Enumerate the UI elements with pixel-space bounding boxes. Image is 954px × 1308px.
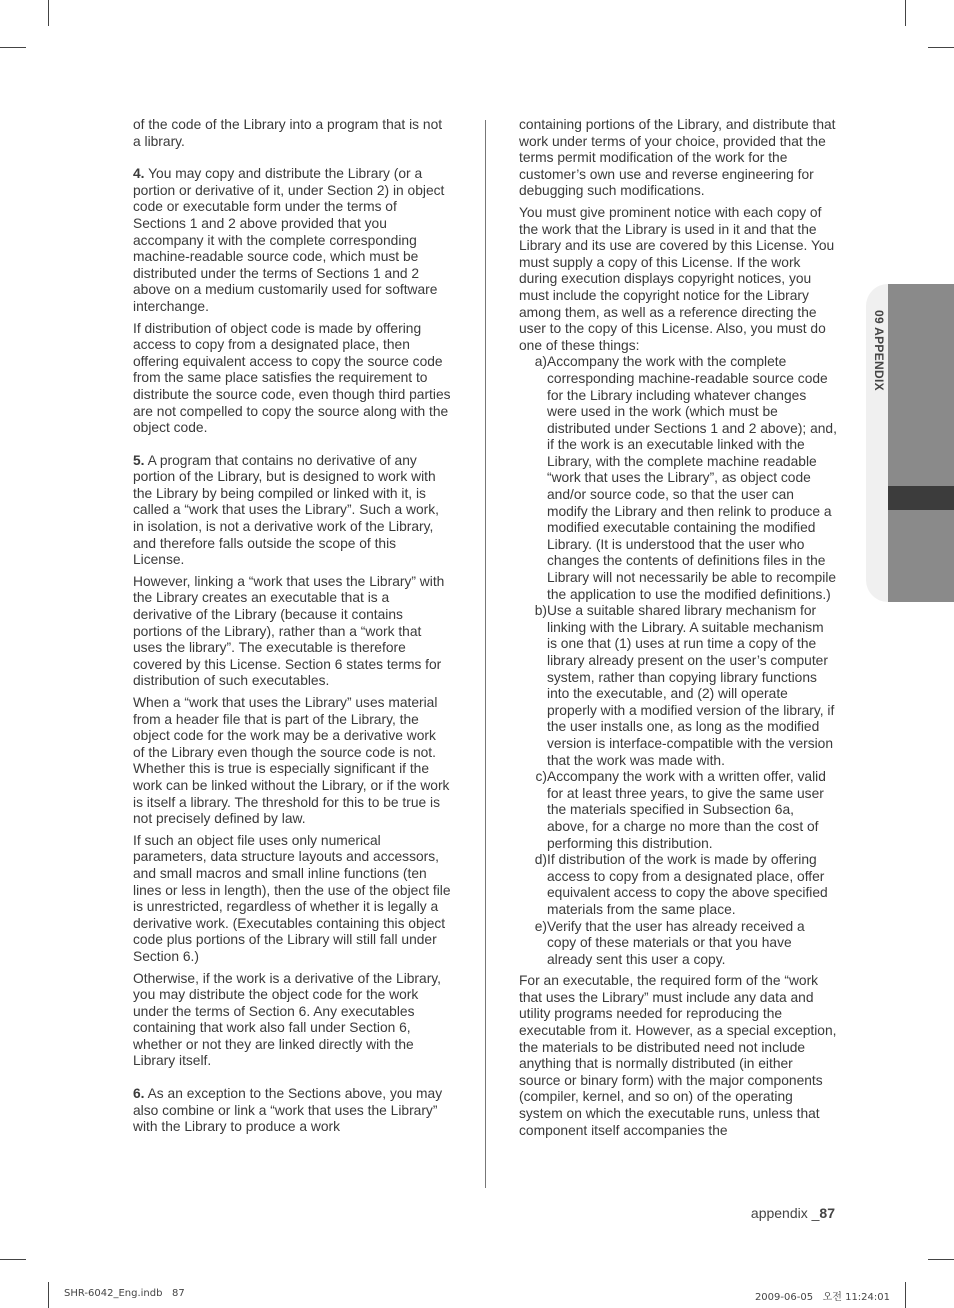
section-text: You may copy and distribute the Library (or a portion or derivative of it, under Section 2) in object code or executable form under the terms of Sections 1 and 2 above provided that you accompany it with the complete corresponding machine-readable source code, which must be distributed under the terms of Sections 1 and 2 above on a medium customarily used for software interchange. (133, 166, 445, 314)
paragraph: of the code of the Library into a program that is not a library. (133, 117, 443, 149)
crop-mark (928, 1259, 954, 1260)
list-item-text: Use a suitable shared library mechanism for linking with the Library. A suitable mechanism is one that (1) uses at run time a copy of the library already present on the user’s computer system, rather than copying library functions into the executable, and (2) will operate properly with a modified version of the library, if the user installs one, as long as the modified version is interface-compatible with the version that the work was made with. (547, 603, 835, 768)
crop-mark (0, 1259, 26, 1260)
section-number: 6. (133, 1086, 145, 1102)
paragraph: You must give prominent notice with each copy of the work that the Library is used in it and that the Library and its use are covered by this License. You must supply a copy of this License. If the work during execution displays copyright notices, you must include the copyright notice for the Library among them, as well as a reference directing the user to the copy of this License. Also, you must do one of these things: (519, 204, 835, 353)
list-item (519, 354, 837, 603)
list-item-text: If distribution of the work is made by offering access to copy from a designated place, offer equivalent access to copy the above specified materials from the same place. (547, 852, 828, 917)
crop-mark (0, 47, 26, 48)
section-number: 4. (133, 166, 145, 182)
list-item (519, 852, 837, 918)
paragraph: containing portions of the Library, and distribute that work under terms of your choice, provided that the terms permit modification of the work for the customer’s own use and reverse engineering for debugging such modifications. (519, 117, 836, 199)
list-item (519, 769, 837, 852)
side-tab-marker (888, 486, 954, 510)
list-item-label: d) (534, 852, 547, 868)
paragraph: If distribution of object code is made by offering access to copy from a designated place, then offering equivalent access to copy the source code from the same place satisfies the requirement to distribute the source code, even though third parties are not compelled to copy the source along with the object code. (133, 320, 451, 436)
section-5 (133, 453, 451, 569)
left-column (133, 117, 451, 1141)
section-4 (133, 166, 451, 315)
list-item (519, 603, 837, 769)
footer-section: appendix _ (750, 1205, 820, 1221)
paragraph: However, linking a “work that uses the Library” with the Library creates an executable that is a derivative of the Library (because it contains portions of the Library), rather than a “work that uses the library”. The executable is therefore covered by this License. Section 6 states terms for distribution of such executables. (133, 573, 445, 689)
print-info-left: SHR-6042_Eng.indb 87 (64, 1288, 185, 1299)
list-item-text: Accompany the work with the complete corresponding machine-readable source code for the Library including whatever changes were used in the work (which must be distributed under Sections 1 and 2 above); and, if the work is an executable linked with the Library, with the complete machine readable “work that uses the Library”, as object code and/or source code, so that the user can modify the Library and then relink to produce a modified executable containing the modified Library. (It is understood that the user who changes the contents of definitions files in the Library will not necessarily be able to recompile the application to use the modified definitions.) (547, 354, 837, 602)
side-tab-label: 09 APPENDIX (872, 310, 886, 391)
crop-mark (905, 0, 906, 26)
right-column (519, 117, 837, 1144)
side-tab-bar (888, 284, 954, 602)
crop-mark (48, 0, 49, 26)
list-item-label: a) (534, 354, 547, 370)
paragraph: If such an object file uses only numerical parameters, data structure layouts and accessors, and small macros and small inline functions (ten lines or less in length), then the use of the object file is unrestricted, regardless of whether it is legally a derivative work. (Executables containing this object code plus portions of the Library will still fall under Section 6.) (133, 832, 451, 964)
list-item-label: c) (535, 769, 547, 785)
section-6 (133, 1086, 451, 1136)
section-text: As an exception to the Sections above, you may also combine or link a “work that uses the Library” with the Library to produce a work (133, 1086, 443, 1135)
paragraph: For an executable, the required form of the “work that uses the Library” must include any data and utility programs needed for reproducing the executable from it. However, as a special exception, the materials to be distributed need not include anything that is normally distributed (in either source or binary form) with the major components (compiler, kernel, and so on) of the operating system on which the executable runs, unless that component itself accompanies the (519, 973, 837, 1138)
paragraph: When a “work that uses the Library” uses material from a header file that is part of the Library, the object code for the work may be a derivative work of the Library even though the source code is not. Whether this is true is especially significant if the work can be linked without the Library, or if the work is itself a library. The threshold for this to be true is not precisely defined by law. (133, 695, 450, 827)
crop-mark (928, 47, 954, 48)
column-divider (485, 120, 486, 1188)
list-item-text: Accompany the work with a written offer, valid for at least three years, to give the same user the materials specified in Subsection 6a, above, for a charge no more than the cost of performing this distribution. (547, 769, 826, 851)
section-text: A program that contains no derivative of any portion of the Library, but is designed to work with the Library by being compiled or linked with it, is called a “work that uses the Library”. Such a work, in isolation, is not a derivative work of the Library, and therefore falls outside the scope of this License. (133, 452, 439, 568)
list-item (519, 919, 837, 969)
list-item-label: b) (534, 603, 547, 619)
crop-mark (48, 1282, 49, 1308)
print-info-right: 2009-06-05 오전 11:24:01 (754, 1292, 890, 1303)
crop-mark (905, 1282, 906, 1308)
list-item-text: Verify that the user has already received a copy of these materials or that you have already sent this user a copy. (547, 918, 805, 967)
page-footer (751, 1205, 835, 1221)
paragraph: Otherwise, if the work is a derivative of the Library, you may distribute the object code for the work under the terms of Section 6. Any executables containing that work also fall under Section 6, whether or not they are linked directly with the Library itself. (133, 970, 441, 1069)
list-item-label: e) (534, 918, 547, 934)
section-number: 5. (133, 452, 145, 468)
page-number: 87 (819, 1205, 835, 1221)
